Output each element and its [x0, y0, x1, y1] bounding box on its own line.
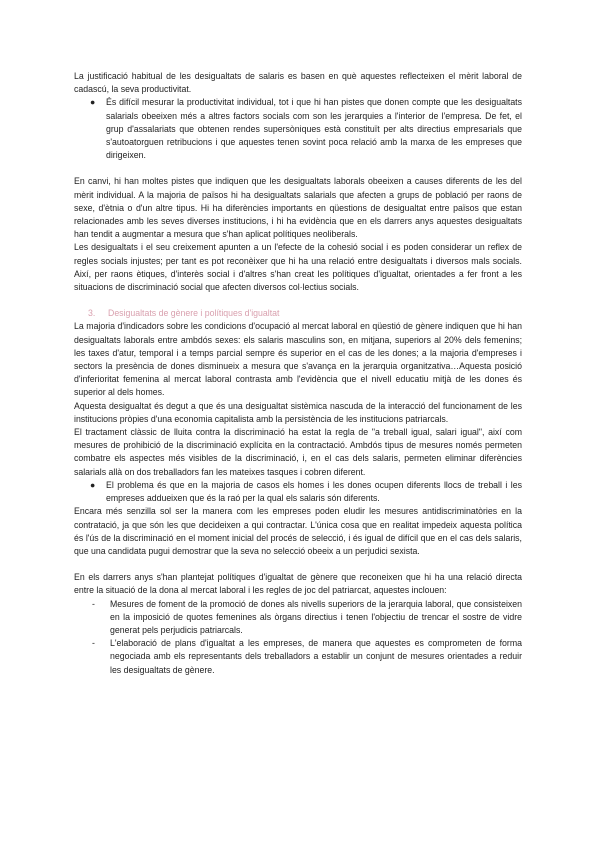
bullet-list-problem — [74, 479, 522, 505]
paragraph-growth: Les desigualtats i el seu creixement apunten a un l'efecte de la cohesió social i es poden considerar un reflex de regles socials injustes; per tant es pot reconèixer que hi ha una relació entre desigualtats i diversos mals socials. Així, per raons ètiques, d'interès social i d'altres s'han creat les polítiques d'igualtat, orientades a fer front a les situacions de discriminació social que afecten diversos col·lectius socials. — [74, 242, 522, 293]
paragraph-hiring: Encara més senzilla sol ser la manera com les empreses poden eludir les mesures antidiscriminatòries en la contratació, ja que són les que decideixen a qui contractar. L'única cosa que en realitat impedeix aquesta política és l'ús de la discriminació en el moment inicial del procés de selecció, i és igual de difícil que en el cas dels salaris, que una candidata pugui demostrar que la seva no selecció obeeix a un perjudici sexista. — [74, 506, 522, 556]
bullet-icon: ● — [90, 479, 96, 490]
paragraph-causes: En canvi, hi han moltes pistes que indiquen que les desigualtats laborals obeeixen a causes diferents de les del mèrit individual. A la majoria de països hi ha desigualtats salarials que afecten a grups de població per raons de sexe, d'ètnia o d'un altre tipus. Hi ha diferències importants en qüestions de desigualtat entre països que estan relacionades amb les seves diverses institucions, i hi ha evidència que en els darrers anys aquestes desigualtats han tendit a augmentar a mesura que s'han aplicat polítiques neoliberals. — [74, 176, 522, 240]
bullet-icon: ● — [90, 97, 96, 108]
list-item-text: Mesures de foment de la promoció de dones als nivells superiors de la jerarquia laboral, que consisteixen en la imposició de quotes femenines als òrgans directius i tenen l'objectiu de trencar el sostre de vidre generat pels perjudicis patriarcals. — [110, 598, 522, 635]
list-item-text: És difícil mesurar la productivitat individual, tot i que hi han pistes que donen compte que les desigualtats salarials obeeixen més a altres factors socials com son les jerarquies a l'interior de l'empresa. De fet, el grup d'assalariats que obtenen rendes supersòniques està constituït per alts directius empresarials que s'autoatorguen retribucions i que aquestes tenen sovint poca relació amb la marxa de les empreses que dirigeixen. — [106, 97, 522, 161]
section-heading — [74, 307, 522, 320]
dash-icon: - — [92, 598, 95, 609]
paragraph-merit: La justificació habitual de les desigualtats de salaris es basen en què aquestes reflecteixen el mèrit laboral de cadascú, la seva productivitat. — [74, 71, 522, 95]
list-item — [92, 637, 522, 677]
dash-icon: - — [92, 638, 95, 649]
list-item — [90, 96, 522, 162]
bullet-list-productivity — [74, 96, 522, 162]
paragraph-systemic: Aquesta desigualtat és degut a que és una desigualtat sistèmica nascuda de la interacció del funcionament de les institucions pròpies d'una economia capitalista amb la persistència de les institucions patriarcals. — [74, 400, 522, 424]
section-number: 3. — [88, 308, 96, 319]
paragraph-indicators: La majoria d'indicadors sobre les condicions d'ocupació al mercat laboral en qüestió de gènere indiquen que hi han desigualtats laborals entre ambdós sexes: els salaris masculins son, en mitjana, superiors al 20% dels femenins; les taxes d'atur, temporal i a temps parcial sempre és superior en el cas de les dones; a la majoria d'empreses i sectors la presència de dones disminueix a mesura que s'avança en la jerarquia organitzativa…Aquesta posició d'inferioritat femenina al mercat laboral contrasta amb l'evidència que el nivell educatiu mitjà de les dones és superior al dels homes. — [74, 321, 522, 398]
paragraph-policies: En els darrers anys s'han plantejat polítiques d'igualtat de gènere que reconeixen que hi ha una relació directa entre la situació de la dona al mercat laboral i les regles de joc del patriarcat, aquestes inclouen: — [74, 572, 522, 596]
list-item — [92, 598, 522, 638]
section-title: Desigualtats de gènere i polítiques d'igualtat — [108, 308, 280, 319]
paragraph-treatment: El tractament clàssic de lluita contra la discriminació ha estat la regla de "a treball igual, salari igual", així com mesures de prohibició de la discriminació explícita en la contractació. Ambdós tipus de mesures només permeten combatre els aspectes més visibles de la discriminació, i, en el cas dels salaris, permeten eliminar diferències salarials allà on dos treballadors fan les mateixes tasques i cobren diferent. — [74, 427, 522, 477]
list-item-text: L'elaboració de plans d'igualtat a les empreses, de manera que aquestes es comprometen de forma negociada amb els representants dels treballadors a establir un conjunt de mesures orientades a reduir les desigualtats de gènere. — [110, 638, 522, 675]
list-item — [90, 479, 522, 505]
list-item-text: El problema és que en la majoria de casos els homes i les dones ocupen diferents llocs de treball i les empreses addueixen que és la raó per la qual els salaris són diferents. — [106, 479, 522, 504]
dash-list-measures — [74, 598, 522, 677]
